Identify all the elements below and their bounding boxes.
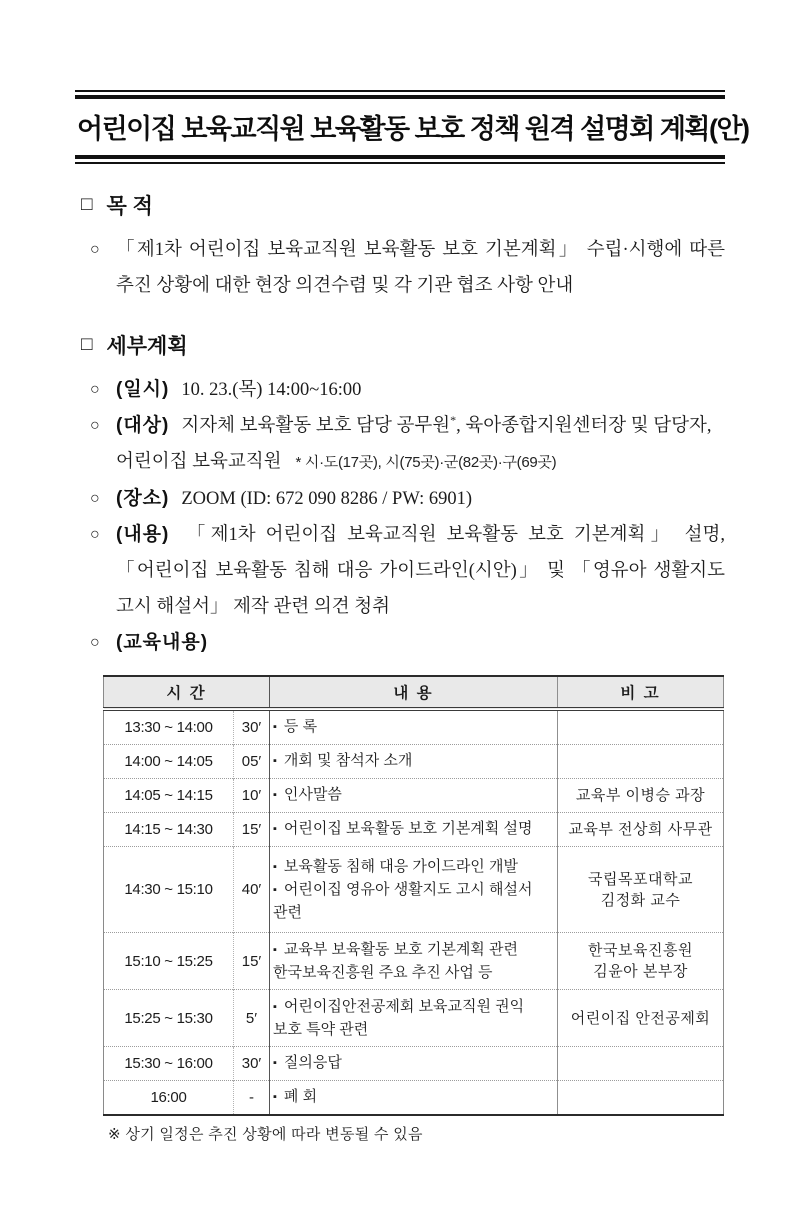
- circle-marker-icon: ○: [90, 381, 100, 398]
- page-title: 어린이집 보육교직원 보육활동 보호 정책 원격 설명회 계획(안): [77, 114, 749, 144]
- table-header-row: [104, 676, 724, 709]
- square-bullet-icon: ▪: [273, 789, 277, 801]
- square-bullet-icon: ▪: [273, 944, 277, 956]
- schedule-table: [103, 675, 724, 1116]
- circle-marker-icon: ○: [90, 490, 100, 507]
- content-label: (내용): [116, 524, 170, 545]
- cell-content: [270, 1047, 558, 1081]
- cell-time: 14:30 ~ 15:10: [104, 847, 234, 933]
- cell-duration: 30′: [234, 1047, 270, 1081]
- cell-time: 14:00 ~ 14:05: [104, 745, 234, 779]
- content-item: ▪ 개회 및 참석자 소개: [273, 752, 413, 769]
- cell-note: [558, 933, 724, 990]
- cell-time: 14:05 ~ 14:15: [104, 779, 234, 813]
- target-body: [116, 408, 725, 481]
- table-row: [104, 1047, 724, 1081]
- target-sup-asterisk: *: [450, 412, 457, 427]
- content-body: [116, 517, 725, 625]
- table-header-content: 내 용: [270, 676, 558, 709]
- cell-note: [558, 779, 724, 813]
- table-row: [104, 847, 724, 933]
- plan-item-datetime: [90, 372, 725, 408]
- schedule-body: [104, 709, 724, 1115]
- cell-content: [270, 813, 558, 847]
- table-row: [104, 990, 724, 1047]
- cell-duration: -: [234, 1081, 270, 1116]
- content-item: ▪ 폐 회: [273, 1088, 318, 1105]
- datetime-body: [116, 372, 725, 408]
- content-text: 「제1차 어린이집 보육교직원 보육활동 보호 기본계획」 설명, 「어린이집 보육활동 침해 대응 가이드라인(시안)」 및 「영유아 생활지도 고시 해설서」 제작 관련 의견 청취: [116, 525, 725, 617]
- target-text-1: 지자체 보육활동 보호 담당 공무원: [181, 416, 451, 436]
- note-line: 김정화 교수: [600, 891, 681, 909]
- cell-time: 16:00: [104, 1081, 234, 1116]
- table-row: [104, 709, 724, 745]
- content-item: ▪ 보육활동 침해 대응 가이드라인 개발: [273, 858, 518, 875]
- target-text-2: , 육아종합지원센터장 및 담당자,: [456, 416, 712, 436]
- square-bullet-icon: ▪: [273, 721, 277, 733]
- schedule-table-wrap: [103, 675, 723, 1116]
- note-line: 한국보육진흥원: [588, 942, 693, 959]
- content-item: ▪ 어린이집안전공제회 보육교직원 권익 보호 특약 관련: [273, 998, 525, 1038]
- target-text-3: 어린이집 보육교직원: [116, 452, 282, 472]
- section-heading-plan: [81, 330, 725, 360]
- cell-note: [558, 1047, 724, 1081]
- table-header-note: 비 고: [558, 676, 724, 709]
- square-bullet-icon: ▪: [273, 755, 277, 767]
- cell-content: [270, 847, 558, 933]
- table-header-time: 시 간: [104, 676, 270, 709]
- footnote-text: 상기 일정은 추진 상황에 따라 변동될 수 있음: [125, 1126, 423, 1143]
- datetime-text: 10. 23.(목) 14:00~16:00: [181, 380, 362, 400]
- cell-note: [558, 813, 724, 847]
- purpose-item: [90, 232, 725, 304]
- place-text: ZOOM (ID: 672 090 8286 / PW: 6901): [181, 489, 473, 509]
- content-item: ▪ 등 록: [273, 718, 318, 735]
- note-line: 교육부 이병승 과장: [575, 787, 706, 804]
- square-marker-icon: □: [81, 193, 93, 215]
- target-note: * 시·도(17곳), 시(75곳)·군(82곳)·구(69곳): [295, 454, 557, 471]
- cell-content: [270, 990, 558, 1047]
- cell-time: 14:15 ~ 14:30: [104, 813, 234, 847]
- cell-duration: 15′: [234, 813, 270, 847]
- cell-content: [270, 709, 558, 745]
- cell-time: 13:30 ~ 14:00: [104, 709, 234, 745]
- schedule-footnote: [108, 1123, 725, 1144]
- note-line: 교육부 전상희 사무관: [568, 821, 713, 838]
- purpose-body: 「제1차 어린이집 보육교직원 보육활동 보호 기본계획」 수립·시행에 따른 추진 상황에 대한 현장 의견수렴 및 각 기관 협조 사항 안내: [116, 240, 725, 296]
- document-page: [0, 90, 800, 1221]
- cell-duration: 05′: [234, 745, 270, 779]
- content-item: ▪ 인사말씀: [273, 786, 342, 803]
- table-row: [104, 779, 724, 813]
- square-marker-icon: □: [81, 333, 93, 355]
- content-item: ▪ 어린이집 영유아 생활지도 고시 해설서 관련: [273, 881, 533, 921]
- cell-note: [558, 745, 724, 779]
- title-box-inner: [75, 95, 749, 159]
- plan-item-target: [90, 408, 725, 481]
- cell-duration: 40′: [234, 847, 270, 933]
- place-label: (장소): [116, 488, 170, 509]
- plan-item-content: [90, 517, 725, 625]
- circle-marker-icon: ○: [90, 526, 100, 543]
- table-row: [104, 933, 724, 990]
- table-row: [104, 813, 724, 847]
- title-box: [75, 90, 749, 164]
- circle-marker-icon: ○: [90, 417, 100, 434]
- circle-marker-icon: ○: [90, 241, 100, 258]
- square-bullet-icon: ▪: [273, 1057, 277, 1069]
- cell-duration: 5′: [234, 990, 270, 1047]
- cell-duration: 10′: [234, 779, 270, 813]
- cell-time: 15:25 ~ 15:30: [104, 990, 234, 1047]
- square-bullet-icon: ▪: [273, 1091, 277, 1103]
- cell-duration: 30′: [234, 709, 270, 745]
- plan-item-education: [90, 625, 725, 661]
- note-line: 국립목포대학교: [588, 870, 693, 888]
- cell-content: [270, 933, 558, 990]
- cell-content: [270, 1081, 558, 1116]
- square-bullet-icon: ▪: [273, 1001, 277, 1013]
- table-row: [104, 745, 724, 779]
- cell-content: [270, 779, 558, 813]
- target-label: (대상): [116, 415, 170, 436]
- circle-marker-icon: ○: [90, 634, 100, 651]
- education-label: (교육내용): [116, 632, 209, 653]
- plan-item-place: [90, 481, 725, 517]
- section-heading-purpose: [81, 190, 725, 220]
- cell-note: [558, 990, 724, 1047]
- place-body: [116, 481, 725, 517]
- note-line: 어린이집 안전공제회: [570, 1009, 711, 1027]
- content-item: ▪ 질의응답: [273, 1054, 342, 1071]
- cell-note: [558, 1081, 724, 1116]
- square-bullet-icon: ▪: [273, 823, 277, 835]
- square-bullet-icon: ▪: [273, 884, 277, 896]
- note-line: 김윤아 본부장: [593, 963, 688, 980]
- cell-note: [558, 847, 724, 933]
- content-item: ▪ 어린이집 보육활동 보호 기본계획 설명: [273, 820, 533, 837]
- footnote-marker-icon: ※: [108, 1126, 121, 1143]
- cell-note: [558, 709, 724, 745]
- section-heading-purpose-label: 목 적: [106, 195, 153, 218]
- table-row: [104, 1081, 724, 1116]
- content-item: ▪ 교육부 보육활동 보호 기본계획 관련 한국보육진흥원 주요 추진 사업 등: [273, 941, 518, 981]
- datetime-label: (일시): [116, 379, 170, 400]
- education-body: [116, 625, 725, 661]
- square-bullet-icon: ▪: [273, 861, 277, 873]
- section-heading-plan-label: 세부계획: [106, 335, 188, 358]
- cell-time: 15:30 ~ 16:00: [104, 1047, 234, 1081]
- cell-content: [270, 745, 558, 779]
- cell-time: 15:10 ~ 15:25: [104, 933, 234, 990]
- cell-duration: 15′: [234, 933, 270, 990]
